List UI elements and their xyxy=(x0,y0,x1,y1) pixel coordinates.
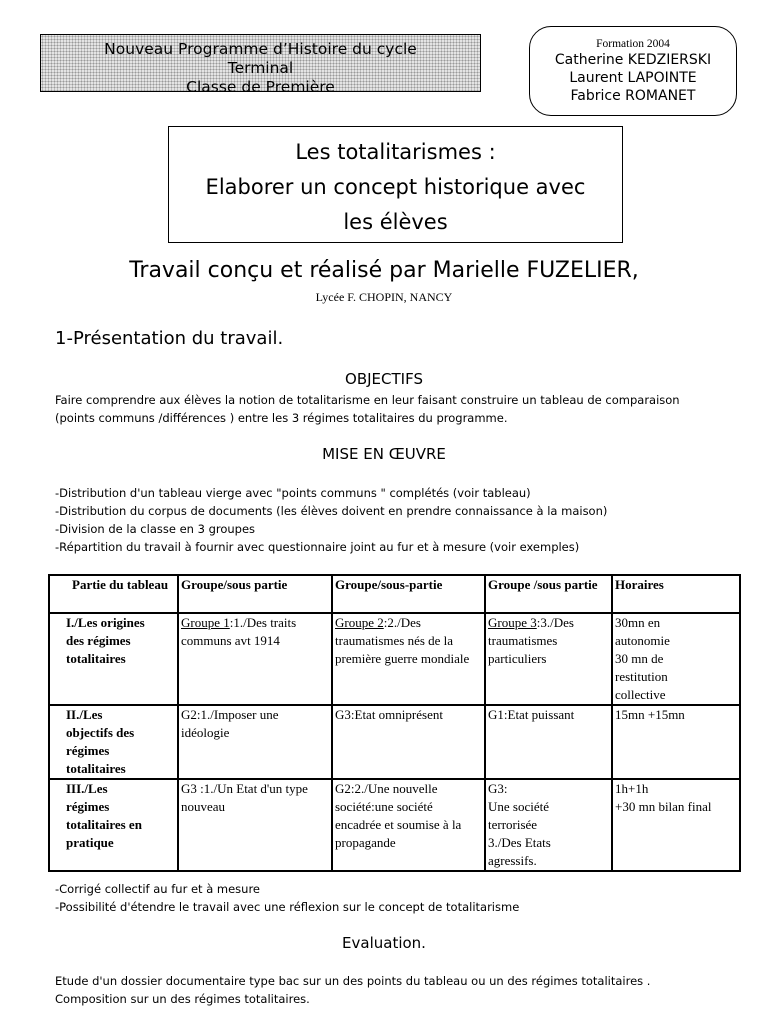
program-header-line3: Classe de Première xyxy=(186,78,335,92)
section-title: 1-Présentation du travail. xyxy=(55,328,284,349)
after-table-item: -Possibilité d'étendre le travail avec une réflexion sur le concept de totalitarisme xyxy=(55,900,520,914)
table-header-cell: Horaires xyxy=(612,575,740,613)
table-row xyxy=(49,779,740,871)
title-line2: Elaborer un concept historique avec xyxy=(205,175,586,199)
work-author: Travail conçu et réalisé par Marielle FUZELIER, xyxy=(129,258,639,283)
table-row xyxy=(49,705,740,779)
cell-line: +30 mn bilan final xyxy=(615,799,712,814)
table-cell: G2:1./Imposer une idéologie xyxy=(178,705,332,779)
table-header-row xyxy=(49,575,740,613)
cell-line: Une société xyxy=(488,799,550,814)
objectifs-text-line2: (points communs /différences ) entre les 3 régimes totalitaires du programme. xyxy=(55,411,508,425)
cell-line: II./Les xyxy=(66,707,103,722)
table-cell-partie xyxy=(49,613,178,705)
cell-line: régimes xyxy=(66,743,110,758)
cell-text: :1./Des traits communs avt 1914 xyxy=(181,615,297,648)
cell-line: 30mn en xyxy=(615,615,661,630)
cell-line: régimes xyxy=(66,799,110,814)
evaluation-text-line2: Composition sur un des régimes totalitaires. xyxy=(55,992,310,1006)
author-name: Catherine KEDZIERSKI xyxy=(554,52,712,68)
cell-line: III./Les xyxy=(66,781,108,796)
title-line3: les élèves xyxy=(343,210,448,234)
table-cell: G3:Etat omniprésent xyxy=(332,705,485,779)
title-box xyxy=(168,126,623,243)
table-cell: G1:Etat puissant xyxy=(485,705,612,779)
title-line1: Les totalitarismes : xyxy=(295,140,496,164)
mise-en-oeuvre-heading: MISE EN ŒUVRE xyxy=(322,445,446,463)
cell-line: I./Les origines xyxy=(66,615,145,630)
evaluation-heading: Evaluation. xyxy=(342,934,426,952)
objectifs-text-line1: Faire comprendre aux élèves la notion de totalitarisme en leur faisant construire un tableau de comparaison xyxy=(55,393,680,407)
group-ref: Groupe 3 xyxy=(488,615,537,630)
table-header-cell: Groupe/sous partie xyxy=(178,575,332,613)
cell-line: terrorisée xyxy=(488,817,538,832)
table-row xyxy=(49,613,740,705)
program-header-box xyxy=(40,34,481,92)
table-cell xyxy=(332,613,485,705)
table-header-cell: Groupe /sous partie xyxy=(485,575,612,613)
cell-line: totalitaires xyxy=(66,651,126,666)
cell-line: 30 mn de xyxy=(615,651,664,666)
table-cell-horaires xyxy=(612,613,740,705)
mise-en-oeuvre-item: -Distribution d'un tableau vierge avec "points communs " complétés (voir tableau) xyxy=(55,486,531,500)
table-cell-partie xyxy=(49,705,178,779)
cell-line: 15mn +15mn xyxy=(615,707,685,722)
author-name: Laurent LAPOINTE xyxy=(569,70,697,86)
table-cell-horaires xyxy=(612,779,740,871)
cell-line: pratique xyxy=(66,835,114,850)
cell-line: totalitaires en xyxy=(66,817,142,832)
cell-line: totalitaires xyxy=(66,761,126,776)
cell-line: 3./Des Etats xyxy=(488,835,551,850)
cell-line: agressifs. xyxy=(488,853,537,868)
cell-line: des régimes xyxy=(66,633,131,648)
formation-year: Formation 2004 xyxy=(596,38,670,50)
program-header-line2: Terminal xyxy=(227,59,294,77)
group-ref: Groupe 2 xyxy=(335,615,384,630)
table-header-cell: Groupe/sous-partie xyxy=(332,575,485,613)
cell-line: objectifs des xyxy=(66,725,135,740)
mise-en-oeuvre-item: -Division de la classe en 3 groupes xyxy=(55,522,256,536)
cell-text: :3./Des traumatismes particuliers xyxy=(488,615,574,666)
objectifs-heading: OBJECTIFS xyxy=(345,370,423,388)
table-cell xyxy=(178,613,332,705)
cell-line: autonomie xyxy=(615,633,670,648)
author-name: Fabrice ROMANET xyxy=(570,88,696,104)
table-cell: G2:2./Une nouvelle société:une société encadrée et soumise à la propagande xyxy=(332,779,485,871)
cell-line: collective xyxy=(615,687,666,702)
cell-line: restitution xyxy=(615,669,668,684)
school-name: Lycée F. CHOPIN, NANCY xyxy=(315,290,453,304)
evaluation-text-line1: Etude d'un dossier documentaire type bac sur un des points du tableau ou un des régimes totalitaires . xyxy=(55,974,651,988)
table-cell-horaires xyxy=(612,705,740,779)
group-ref: Groupe 1 xyxy=(181,615,230,630)
table-cell xyxy=(485,613,612,705)
after-table-item: -Corrigé collectif au fur et à mesure xyxy=(55,882,261,896)
cell-text: :2./Des traumatismes nés de la première guerre mondiale xyxy=(335,615,470,666)
formation-box xyxy=(529,26,737,116)
table-header-cell: Partie du tableau xyxy=(49,575,178,613)
mise-en-oeuvre-item: -Répartition du travail à fournir avec questionnaire joint au fur et à mesure (voir exemples) xyxy=(55,540,580,554)
table-cell-partie xyxy=(49,779,178,871)
program-header-line1: Nouveau Programme d’Histoire du cycle xyxy=(104,40,417,58)
comparison-table xyxy=(48,574,741,872)
cell-line: 1h+1h xyxy=(615,781,649,796)
table-cell: G3 :1./Un Etat d'un type nouveau xyxy=(178,779,332,871)
cell-line: G3: xyxy=(488,781,508,796)
mise-en-oeuvre-item: -Distribution du corpus de documents (les élèves doivent en prendre connaissance à la maison) xyxy=(55,504,608,518)
table-cell xyxy=(485,779,612,871)
